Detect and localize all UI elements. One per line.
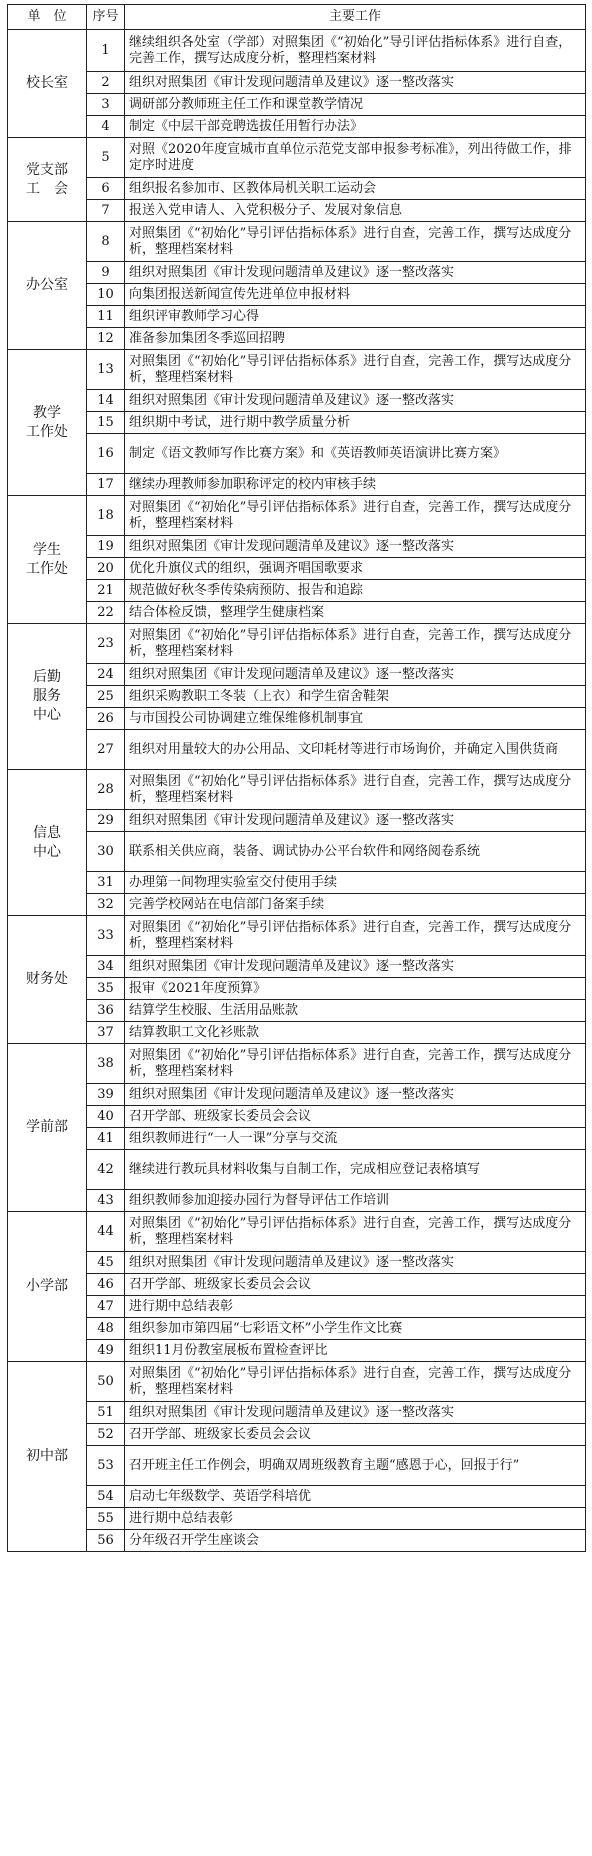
table-row bbox=[8, 1424, 586, 1446]
task-description-cell: 组织对照集团《审计发现问题清单及建议》逐一整改落实 bbox=[125, 1084, 586, 1106]
table-row bbox=[8, 496, 586, 536]
task-description-cell: 准备参加集团冬季巡回招聘 bbox=[125, 328, 586, 350]
task-number-cell: 52 bbox=[87, 1424, 125, 1446]
table-row bbox=[8, 1150, 586, 1190]
task-description-cell: 结算教职工文化衫账款 bbox=[125, 1022, 586, 1044]
table-row bbox=[8, 116, 586, 138]
table-row bbox=[8, 94, 586, 116]
task-description-cell: 对照集团《“初始化”导引评估指标体系》进行自查，完善工作，撰写达成度分析，整理档案材料 bbox=[125, 624, 586, 664]
task-description-cell: 办理第一间物理实验室交付使用手续 bbox=[125, 872, 586, 894]
task-number-cell: 40 bbox=[87, 1106, 125, 1128]
task-number-cell: 54 bbox=[87, 1486, 125, 1508]
unit-cell: 财务处 bbox=[8, 916, 87, 1044]
task-number-cell: 18 bbox=[87, 496, 125, 536]
task-description-cell: 联系相关供应商，装备、调试协办公平台软件和网络阅卷系统 bbox=[125, 832, 586, 872]
task-description-cell: 组织对照集团《审计发现问题清单及建议》逐一整改落实 bbox=[125, 664, 586, 686]
table-row bbox=[8, 872, 586, 894]
task-description-cell: 组织对照集团《审计发现问题清单及建议》逐一整改落实 bbox=[125, 956, 586, 978]
table-row bbox=[8, 956, 586, 978]
task-description-cell: 对照《2020年度宣城市直单位示范党支部申报参考标准》，列出待做工作，排定序时进度 bbox=[125, 138, 586, 178]
task-description-cell: 组织对照集团《审计发现问题清单及建议》逐一整改落实 bbox=[125, 810, 586, 832]
task-description-cell: 与市国投公司协调建立维保维修机制事宜 bbox=[125, 708, 586, 730]
table-row bbox=[8, 602, 586, 624]
task-number-cell: 25 bbox=[87, 686, 125, 708]
task-number-cell: 6 bbox=[87, 178, 125, 200]
task-number-cell: 19 bbox=[87, 536, 125, 558]
task-description-cell: 组织对用量较大的办公用品、文印耗材等进行市场询价，并确定入围供货商 bbox=[125, 730, 586, 770]
table-row bbox=[8, 1486, 586, 1508]
unit-cell: 教学 工作处 bbox=[8, 350, 87, 496]
task-number-cell: 11 bbox=[87, 306, 125, 328]
task-description-cell: 组织对照集团《审计发现问题清单及建议》逐一整改落实 bbox=[125, 1252, 586, 1274]
table-row bbox=[8, 1318, 586, 1340]
task-number-cell: 31 bbox=[87, 872, 125, 894]
task-description-cell: 对照集团《“初始化”导引评估指标体系》进行自查，完善工作，撰写达成度分析，整理档案材料 bbox=[125, 916, 586, 956]
task-number-cell: 45 bbox=[87, 1252, 125, 1274]
table-row bbox=[8, 284, 586, 306]
task-number-cell: 7 bbox=[87, 200, 125, 222]
table-row bbox=[8, 474, 586, 496]
table-row bbox=[8, 730, 586, 770]
task-description-cell: 对照集团《“初始化”导引评估指标体系》进行自查，完善工作，撰写达成度分析，整理档案材料 bbox=[125, 1044, 586, 1084]
table-row bbox=[8, 1128, 586, 1150]
unit-cell: 党支部 工 会 bbox=[8, 138, 87, 222]
unit-cell: 后勤 服务 中心 bbox=[8, 624, 87, 770]
task-description-cell: 结合体检反馈，整理学生健康档案 bbox=[125, 602, 586, 624]
task-number-cell: 36 bbox=[87, 1000, 125, 1022]
table-row bbox=[8, 30, 586, 72]
task-number-cell: 8 bbox=[87, 222, 125, 262]
task-description-cell: 召开学部、班级家长委员会会议 bbox=[125, 1274, 586, 1296]
task-number-cell: 48 bbox=[87, 1318, 125, 1340]
table-row bbox=[8, 72, 586, 94]
task-number-cell: 14 bbox=[87, 390, 125, 412]
header-main-work: 主要工作 bbox=[125, 5, 586, 30]
table-row bbox=[8, 1252, 586, 1274]
table-row bbox=[8, 1362, 586, 1402]
task-number-cell: 55 bbox=[87, 1508, 125, 1530]
task-number-cell: 35 bbox=[87, 978, 125, 1000]
task-description-cell: 对照集团《“初始化”导引评估指标体系》进行自查，完善工作，撰写达成度分析，整理档案材料 bbox=[125, 1362, 586, 1402]
header-row bbox=[8, 5, 586, 30]
task-description-cell: 组织采购教职工冬装（上衣）和学生宿舍鞋架 bbox=[125, 686, 586, 708]
unit-cell: 初中部 bbox=[8, 1362, 87, 1552]
task-number-cell: 37 bbox=[87, 1022, 125, 1044]
task-number-cell: 21 bbox=[87, 580, 125, 602]
task-number-cell: 38 bbox=[87, 1044, 125, 1084]
table-row bbox=[8, 580, 586, 602]
task-number-cell: 47 bbox=[87, 1296, 125, 1318]
task-description-cell: 分年级召开学生座谈会 bbox=[125, 1530, 586, 1552]
task-description-cell: 召开班主任工作例会，明确双周班级教育主题“感恩于心，回报于行” bbox=[125, 1446, 586, 1486]
table-row bbox=[8, 686, 586, 708]
task-number-cell: 42 bbox=[87, 1150, 125, 1190]
task-number-cell: 20 bbox=[87, 558, 125, 580]
table-row bbox=[8, 1212, 586, 1252]
work-plan-table bbox=[7, 4, 586, 1552]
task-description-cell: 继续进行教玩具材料收集与自制工作，完成相应登记表格填写 bbox=[125, 1150, 586, 1190]
table-row bbox=[8, 178, 586, 200]
table-row bbox=[8, 832, 586, 872]
task-number-cell: 3 bbox=[87, 94, 125, 116]
table-row bbox=[8, 200, 586, 222]
task-description-cell: 继续组织各处室（学部）对照集团《“初始化”导引评估指标体系》进行自查，完善工作，撰写达成度分析，整理档案材料 bbox=[125, 30, 586, 72]
task-number-cell: 1 bbox=[87, 30, 125, 72]
task-description-cell: 报送入党申请人、入党积极分子、发展对象信息 bbox=[125, 200, 586, 222]
table-row bbox=[8, 624, 586, 664]
table-row bbox=[8, 1446, 586, 1486]
table-row bbox=[8, 1022, 586, 1044]
task-number-cell: 49 bbox=[87, 1340, 125, 1362]
table-row bbox=[8, 1508, 586, 1530]
task-number-cell: 17 bbox=[87, 474, 125, 496]
table-row bbox=[8, 708, 586, 730]
table-row bbox=[8, 558, 586, 580]
task-number-cell: 13 bbox=[87, 350, 125, 390]
task-description-cell: 组织对照集团《审计发现问题清单及建议》逐一整改落实 bbox=[125, 390, 586, 412]
task-number-cell: 4 bbox=[87, 116, 125, 138]
task-number-cell: 2 bbox=[87, 72, 125, 94]
table-row bbox=[8, 1000, 586, 1022]
table-row bbox=[8, 1296, 586, 1318]
task-description-cell: 召开学部、班级家长委员会会议 bbox=[125, 1106, 586, 1128]
table-row bbox=[8, 664, 586, 686]
task-description-cell: 制定《中层干部竞聘选拔任用暂行办法》 bbox=[125, 116, 586, 138]
task-description-cell: 对照集团《“初始化”导引评估指标体系》进行自查，完善工作，撰写达成度分析，整理档案材料 bbox=[125, 1212, 586, 1252]
table-header bbox=[8, 5, 586, 30]
task-number-cell: 12 bbox=[87, 328, 125, 350]
task-number-cell: 56 bbox=[87, 1530, 125, 1552]
unit-cell: 校长室 bbox=[8, 30, 87, 138]
table-row bbox=[8, 434, 586, 474]
task-number-cell: 10 bbox=[87, 284, 125, 306]
task-description-cell: 组织对照集团《审计发现问题清单及建议》逐一整改落实 bbox=[125, 536, 586, 558]
unit-cell: 办公室 bbox=[8, 222, 87, 350]
unit-cell: 学生 工作处 bbox=[8, 496, 87, 624]
table-row bbox=[8, 810, 586, 832]
task-number-cell: 39 bbox=[87, 1084, 125, 1106]
table-row bbox=[8, 390, 586, 412]
task-description-cell: 启动七年级数学、英语学科培优 bbox=[125, 1486, 586, 1508]
table-row bbox=[8, 1106, 586, 1128]
table-row bbox=[8, 916, 586, 956]
task-description-cell: 规范做好秋冬季传染病预防、报告和追踪 bbox=[125, 580, 586, 602]
task-number-cell: 9 bbox=[87, 262, 125, 284]
table-row bbox=[8, 306, 586, 328]
task-description-cell: 向集团报送新闻宣传先进单位申报材料 bbox=[125, 284, 586, 306]
table-row bbox=[8, 1190, 586, 1212]
table-row bbox=[8, 978, 586, 1000]
task-number-cell: 33 bbox=[87, 916, 125, 956]
task-description-cell: 组织期中考试，进行期中教学质量分析 bbox=[125, 412, 586, 434]
task-number-cell: 44 bbox=[87, 1212, 125, 1252]
task-description-cell: 对照集团《“初始化”导引评估指标体系》进行自查，完善工作，撰写达成度分析，整理档案材料 bbox=[125, 350, 586, 390]
unit-cell: 学前部 bbox=[8, 1044, 87, 1212]
table-row bbox=[8, 770, 586, 810]
table-row bbox=[8, 262, 586, 284]
table-row bbox=[8, 1340, 586, 1362]
task-description-cell: 组织参加市第四届“七彩语文杯”小学生作文比赛 bbox=[125, 1318, 586, 1340]
task-number-cell: 23 bbox=[87, 624, 125, 664]
table-row bbox=[8, 138, 586, 178]
task-description-cell: 对照集团《“初始化”导引评估指标体系》进行自查，完善工作，撰写达成度分析，整理档案材料 bbox=[125, 770, 586, 810]
task-number-cell: 50 bbox=[87, 1362, 125, 1402]
task-description-cell: 召开学部、班级家长委员会会议 bbox=[125, 1424, 586, 1446]
task-description-cell: 对照集团《“初始化”导引评估指标体系》进行自查，完善工作，撰写达成度分析，整理档案材料 bbox=[125, 496, 586, 536]
task-number-cell: 51 bbox=[87, 1402, 125, 1424]
task-description-cell: 进行期中总结表彰 bbox=[125, 1296, 586, 1318]
task-number-cell: 15 bbox=[87, 412, 125, 434]
task-description-cell: 制定《语文教师写作比赛方案》和《英语教师英语演讲比赛方案》 bbox=[125, 434, 586, 474]
task-description-cell: 结算学生校服、生活用品账款 bbox=[125, 1000, 586, 1022]
task-description-cell: 组织对照集团《审计发现问题清单及建议》逐一整改落实 bbox=[125, 72, 586, 94]
task-number-cell: 5 bbox=[87, 138, 125, 178]
task-number-cell: 53 bbox=[87, 1446, 125, 1486]
task-description-cell: 组织报名参加市、区教体局机关职工运动会 bbox=[125, 178, 586, 200]
task-number-cell: 32 bbox=[87, 894, 125, 916]
task-number-cell: 28 bbox=[87, 770, 125, 810]
task-description-cell: 组织对照集团《审计发现问题清单及建议》逐一整改落实 bbox=[125, 1402, 586, 1424]
task-number-cell: 41 bbox=[87, 1128, 125, 1150]
table-row bbox=[8, 412, 586, 434]
task-description-cell: 组织评审教师学习心得 bbox=[125, 306, 586, 328]
task-number-cell: 34 bbox=[87, 956, 125, 978]
task-number-cell: 24 bbox=[87, 664, 125, 686]
table-row bbox=[8, 350, 586, 390]
header-number: 序号 bbox=[87, 5, 125, 30]
work-plan-table-wrapper bbox=[7, 4, 585, 1552]
task-number-cell: 16 bbox=[87, 434, 125, 474]
task-description-cell: 组织对照集团《审计发现问题清单及建议》逐一整改落实 bbox=[125, 262, 586, 284]
table-row bbox=[8, 1530, 586, 1552]
table-row bbox=[8, 536, 586, 558]
task-number-cell: 30 bbox=[87, 832, 125, 872]
task-description-cell: 调研部分教师班主任工作和课堂教学情况 bbox=[125, 94, 586, 116]
table-row bbox=[8, 1084, 586, 1106]
task-description-cell: 组织教师进行“一人一课”分享与交流 bbox=[125, 1128, 586, 1150]
unit-cell: 信息 中心 bbox=[8, 770, 87, 916]
task-description-cell: 完善学校网站在电信部门备案手续 bbox=[125, 894, 586, 916]
task-number-cell: 43 bbox=[87, 1190, 125, 1212]
table-row bbox=[8, 1402, 586, 1424]
task-description-cell: 继续办理教师参加职称评定的校内审核手续 bbox=[125, 474, 586, 496]
table-row bbox=[8, 1044, 586, 1084]
task-number-cell: 22 bbox=[87, 602, 125, 624]
task-description-cell: 组织教师参加迎接办园行为督导评估工作培训 bbox=[125, 1190, 586, 1212]
table-row bbox=[8, 1274, 586, 1296]
table-row bbox=[8, 222, 586, 262]
task-description-cell: 进行期中总结表彰 bbox=[125, 1508, 586, 1530]
unit-cell: 小学部 bbox=[8, 1212, 87, 1362]
task-number-cell: 26 bbox=[87, 708, 125, 730]
task-description-cell: 优化升旗仪式的组织，强调齐唱国歌要求 bbox=[125, 558, 586, 580]
task-number-cell: 46 bbox=[87, 1274, 125, 1296]
table-row bbox=[8, 894, 586, 916]
task-description-cell: 组织11月份教室展板布置检查评比 bbox=[125, 1340, 586, 1362]
table-row bbox=[8, 328, 586, 350]
task-number-cell: 27 bbox=[87, 730, 125, 770]
task-number-cell: 29 bbox=[87, 810, 125, 832]
task-description-cell: 报审《2021年度预算》 bbox=[125, 978, 586, 1000]
task-description-cell: 对照集团《“初始化”导引评估指标体系》进行自查，完善工作，撰写达成度分析，整理档案材料 bbox=[125, 222, 586, 262]
header-unit: 单 位 bbox=[8, 5, 87, 30]
table-body bbox=[8, 30, 586, 1552]
